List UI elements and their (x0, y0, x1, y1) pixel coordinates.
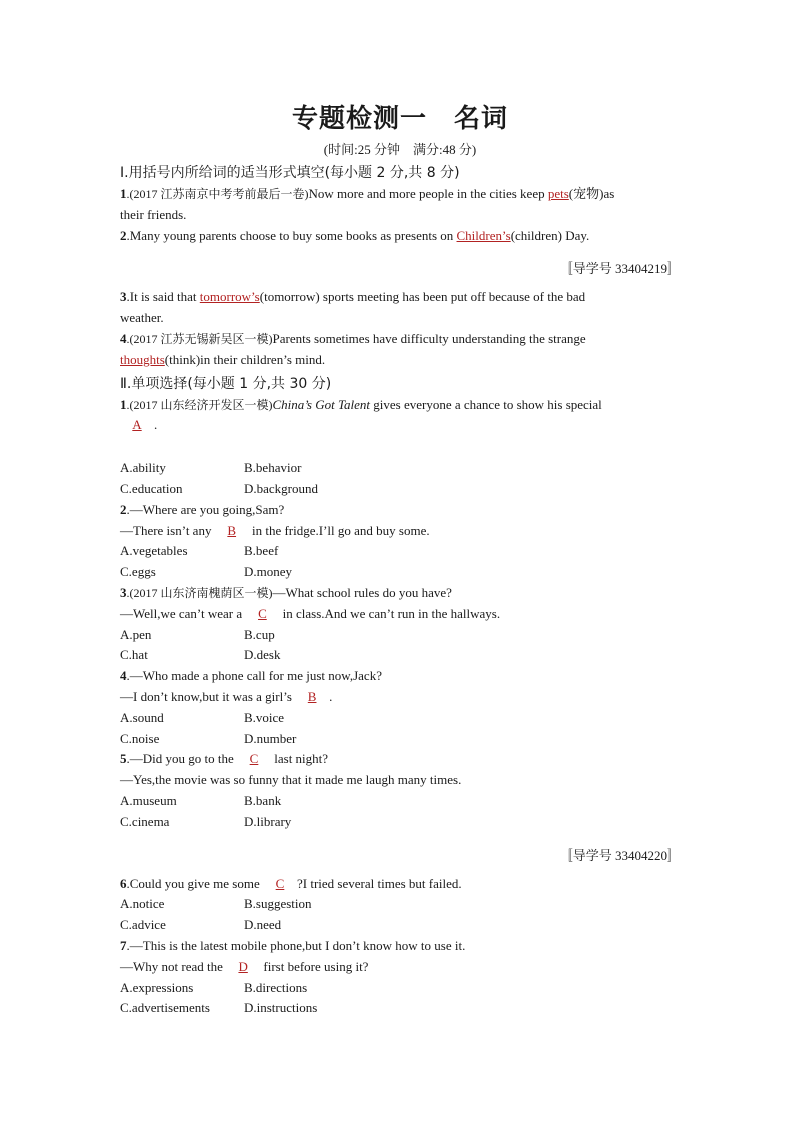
options-row (120, 894, 680, 915)
answer-blank: C (275, 875, 285, 891)
option-a: A.sound (120, 709, 164, 725)
option-b: B.beef (244, 543, 279, 559)
question-number: 1 (120, 186, 127, 201)
question-2-2: 2.—Where are you going,Sam? (120, 501, 285, 517)
reference-number-1: 〚导学号 33404219〛 (559, 261, 680, 277)
question-2-3: 3.(2017 山东济南槐荫区一模)—What school rules do you have? (120, 584, 452, 600)
question-1-2: 2.Many young parents choose to buy some books as presents on Children’s(children) Day. (120, 227, 590, 243)
option-b: B.voice (244, 709, 285, 725)
question-2-6: 6.Could you give me some C ?I tried several times but failed. (120, 874, 680, 895)
question-1-3: 3.It is said that tomorrow’s(tomorrow) sports meeting has been put off because of the bad (120, 289, 586, 305)
option-a: A.pen (120, 626, 152, 642)
question-2-4-line2: —I don’t know,but it was a girl’s B . (120, 687, 680, 708)
option-c: C.education (120, 480, 183, 496)
option-c: C.eggs (120, 564, 156, 580)
answer: thoughts (120, 351, 165, 367)
option-b: B.cup (244, 626, 275, 642)
option-c: C.advice (120, 917, 166, 933)
options-row (120, 708, 680, 729)
answer: pets (547, 186, 569, 201)
question-number: 2 (120, 501, 127, 517)
options-row (120, 978, 680, 999)
option-b: B.suggestion (244, 896, 312, 912)
question-number: 7 (120, 937, 127, 953)
option-d: D.background (244, 480, 319, 496)
answer-blank: C (249, 751, 259, 767)
option-a: A.vegetables (120, 543, 188, 559)
answer: tomorrow’s (199, 289, 260, 305)
question-2-5-line2: —Yes,the movie was so funny that it made me laugh many times. (120, 772, 462, 788)
option-d: D.need (244, 917, 282, 933)
option-d: D.library (244, 813, 292, 829)
option-d: D.number (244, 730, 297, 746)
reference-number-2: 〚导学号 33404220〛 (559, 847, 680, 863)
question-number: 6 (120, 875, 127, 891)
question-1-1: 1.(2017 江苏南京中考考前最后一卷)Now more and more people in the cities keep pets(宠物)as (120, 186, 615, 201)
page-subtitle: (时间:25 分钟 满分:48 分) (323, 142, 477, 157)
question-2-1-cont: A . (120, 415, 680, 436)
question-2-1: 1.(2017 山东经济开发区一模)China’s Got Talent gives everyone a chance to show his special (120, 396, 602, 412)
option-a: A.notice (120, 896, 165, 912)
options-row (120, 645, 680, 666)
question-2-5: 5.—Did you go to the C last night? (120, 749, 680, 770)
option-c: C.advertisements (120, 1000, 210, 1016)
options-row (120, 541, 680, 562)
page-title: 专题检测一 名词 (291, 104, 508, 134)
question-number: 1 (120, 396, 127, 412)
option-b: B.behavior (244, 460, 302, 476)
options-row (120, 998, 680, 1019)
question-2-7-line2: —Why not read the D first before using it? (120, 957, 680, 978)
answer: Children’s (456, 227, 511, 243)
question-number: 4 (120, 330, 127, 346)
options-row (120, 915, 680, 936)
document-content (120, 98, 680, 1019)
options-row (120, 479, 680, 500)
question-2-3-line2: —Well,we can’t wear a C in class.And we can’t run in the hallways. (120, 604, 680, 625)
options-row (120, 729, 680, 750)
question-2-7: 7.—This is the latest mobile phone,but I don’t know how to use it. (120, 937, 466, 953)
option-d: D.instructions (244, 1000, 318, 1016)
show-title: China’s Got Talent (272, 396, 371, 412)
option-b: B.directions (244, 979, 308, 995)
options-row (120, 812, 680, 833)
question-1-3-cont: weather. (120, 310, 164, 326)
option-c: C.noise (120, 730, 160, 746)
answer-blank: A (132, 417, 142, 433)
option-a: A.museum (120, 792, 177, 808)
answer-blank: C (258, 605, 267, 621)
options-row (120, 562, 680, 583)
option-c: C.hat (120, 647, 148, 663)
answer-blank: B (227, 522, 237, 538)
option-a: A.ability (120, 460, 166, 476)
option-a: A.expressions (120, 979, 194, 995)
question-source: .(2017 山东经济开发区一模) (126, 397, 273, 412)
option-b: B.bank (244, 792, 282, 808)
question-1-4: 4.(2017 江苏无锡新吴区一模)Parents sometimes have difficulty understanding the strange (120, 330, 586, 346)
answer-blank: D (238, 958, 248, 974)
answer-blank: B (307, 688, 317, 704)
question-number: 5 (120, 751, 127, 767)
question-number: 2 (120, 227, 127, 243)
question-number: 3 (120, 289, 127, 305)
question-2-2-line2: —There isn’t any B in the fridge.I’ll go and buy some. (120, 521, 680, 542)
options-row (120, 625, 680, 646)
option-d: D.desk (244, 647, 281, 663)
question-1-4-cont: thoughts(think)in their children’s mind. (120, 351, 326, 367)
options-row (120, 791, 680, 812)
question-1-1-cont: their friends. (120, 206, 187, 222)
options-row (120, 458, 680, 479)
section-2-heading: Ⅱ.单项选择(每小题 1 分,共 30 分) (120, 375, 332, 392)
option-c: C.cinema (120, 813, 170, 829)
question-source: .(2017 江苏南京中考考前最后一卷) (126, 187, 309, 201)
question-number: 4 (120, 668, 127, 684)
question-source: .(2017 江苏无锡新吴区一模) (126, 331, 273, 346)
option-d: D.money (244, 564, 293, 580)
question-number: 3 (120, 584, 127, 600)
question-2-4: 4.—Who made a phone call for me just now,Jack? (120, 668, 382, 684)
question-source: .(2017 山东济南槐荫区一模) (126, 585, 273, 600)
section-1-heading: Ⅰ.用括号内所给词的适当形式填空(每小题 2 分,共 8 分) (120, 165, 460, 181)
